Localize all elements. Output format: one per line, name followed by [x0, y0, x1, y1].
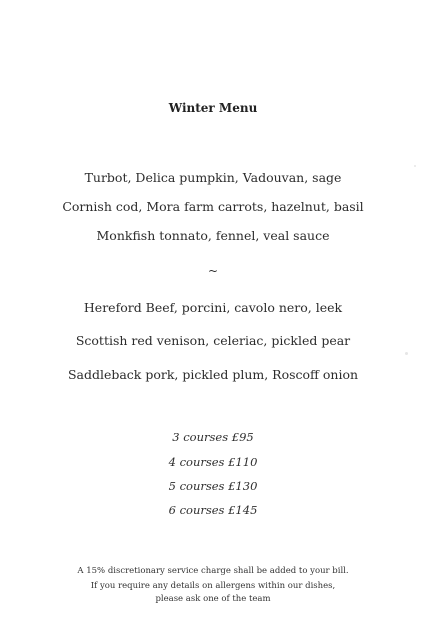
main-item: Scottish red venison, celeriac, pickled pear — [75, 333, 351, 348]
price-option: 6 courses £145 — [168, 503, 258, 517]
menu-title: Winter Menu — [168, 101, 258, 115]
paper-speck — [405, 352, 408, 355]
price-option: 3 courses £95 — [172, 430, 254, 444]
allergen-note-continued: please ask one of the team — [155, 594, 271, 604]
main-item: Saddleback pork, pickled plum, Roscoff onion — [67, 367, 359, 382]
starter-item: Cornish cod, Mora farm carrots, hazelnut, basil — [62, 199, 364, 214]
paper-speck — [414, 165, 416, 167]
starter-item: Monkfish tonnato, fennel, veal sauce — [96, 228, 330, 243]
starter-item: Turbot, Delica pumpkin, Vadouvan, sage — [84, 170, 342, 185]
price-option: 4 courses £110 — [168, 455, 258, 469]
main-item: Hereford Beef, porcini, cavolo nero, leek — [83, 300, 343, 315]
section-separator: ~ — [207, 264, 219, 278]
price-option: 5 courses £130 — [168, 479, 258, 493]
allergen-note: If you require any details on allergens within our dishes, — [90, 581, 336, 591]
service-charge-note: A 15% discretionary service charge shall be added to your bill. — [77, 566, 349, 576]
